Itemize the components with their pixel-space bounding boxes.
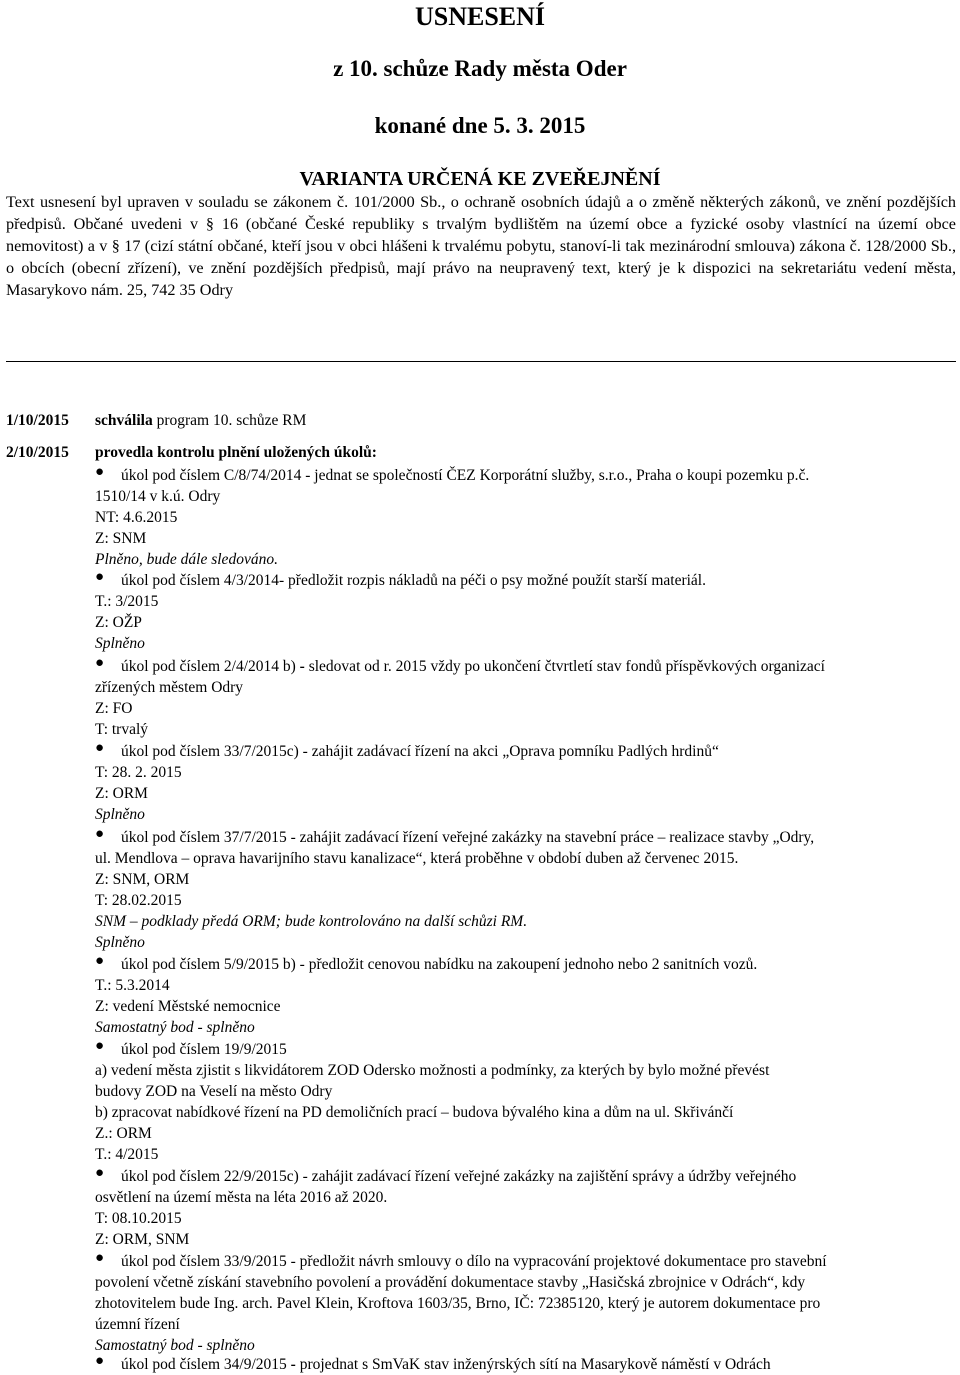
task-deadline: T: 28. 2. 2015	[95, 764, 182, 781]
resolution-text	[95, 412, 306, 430]
dash: -	[299, 658, 305, 675]
task-line: 1510/14 v k.ú. Odry	[95, 488, 221, 505]
task-line-start: úkol pod číslem 2/4/2014 b)	[121, 658, 300, 675]
task-line: povolení včetně získání stavebního povolení a provádění dokumentace stavby „Hasičská zbrojnice v Odrách“, kdy	[95, 1274, 806, 1291]
task-line	[121, 656, 957, 677]
task-responsible: Z: OŽP	[95, 614, 142, 631]
task-status: Splněno	[95, 806, 145, 823]
task-line: úkol pod číslem 37/7/2015 - zahájit zadávací řízení veřejné zakázky na stavební práce – realizace stavby „Odry,	[121, 829, 815, 846]
task-line: úkol pod číslem 22/9/2015c) - zahájit zadávací řízení veřejné zakázky na zajištění správy a údržby veřejného	[121, 1168, 797, 1185]
task-line: územní řízení	[95, 1316, 180, 1333]
task-line-end: sledovat od r. 2015 vždy po ukončení čtvrtletí stav fondů příspěvkových organizací	[304, 658, 825, 675]
bullet-icon: ●	[95, 464, 105, 480]
bullet-icon: ●	[95, 1165, 105, 1181]
task-deadline: NT: 4.6.2015	[95, 509, 178, 526]
bullet-icon: ●	[95, 1353, 105, 1369]
privacy-notice: Text usnesení byl upraven v souladu se zákonem č. 101/2000 Sb., o ochraně osobních údajů a o změně některých zákonů, ve znění pozdějších předpisů. Občané uvedeni v § 16 (občané České republiky s trvalým bydlištěm na území obce a fyzické osoby vlastnící na území obce nemovitost) a v § 17 (cizí státní občané, kteří jsou v obci hlášeni k trvalému pobytu, stanoví-li tak mezinárodní smlouva) zákona č. 128/2000 Sb., o obcích (obecní zřízení), ve znění pozdějších předpisů, mají právo na neupravený text, který je k dispozici na sekretariátu vedení města, Masarykovo nám. 25, 742 35 Odry	[6, 193, 956, 299]
task-status: Splněno	[95, 934, 145, 951]
bullet-icon: ●	[95, 1038, 105, 1054]
task-responsible: Z.: ORM	[95, 1125, 152, 1142]
divider	[6, 361, 956, 362]
task-note: SNM – podklady předá ORM; bude kontrolováno na další schůzi RM.	[95, 913, 528, 930]
task-status: Samostatný bod - splněno	[95, 1337, 255, 1354]
task-line	[121, 1354, 957, 1375]
task-line: budovy ZOD na Veselí na město Odry	[95, 1083, 333, 1100]
bullet-icon: ●	[95, 953, 105, 969]
bullet-icon: ●	[95, 1250, 105, 1266]
task-line-end: projednat s SmVaK stav inženýrských sítí na Masarykově náměstí v Odrách	[295, 1356, 771, 1373]
resolution-number: 2/10/2015	[6, 444, 69, 461]
bullet-icon: ●	[95, 655, 105, 671]
task-line-start: úkol pod číslem 34/9/2015	[121, 1356, 291, 1373]
meeting-date: konané dne 5. 3. 2015	[374, 113, 586, 138]
resolution-verb: schválila	[95, 412, 153, 429]
task-deadline: T.: 5.3.2014	[95, 977, 170, 994]
task-line: a) vedení města zjistit s likvidátorem ZOD Odersko možnosti a podmínky, za kterých by bylo možné převést	[95, 1062, 770, 1079]
resolution-heading: provedla kontrolu plnění uložených úkolů:	[95, 444, 377, 461]
dash: -	[290, 1356, 296, 1373]
document-subtitle: z 10. schůze Rady města Oder	[333, 56, 627, 81]
bullet-icon: ●	[95, 826, 105, 842]
task-status: Samostatný bod - splněno	[95, 1019, 255, 1036]
task-line: b) zpracovat nabídkové řízení na PD demoličních prací – budova bývalého kina a dům na ul. Skřivánčí	[95, 1104, 734, 1121]
task-status: Plněno, bude dále sledováno.	[95, 551, 278, 568]
task-responsible: Z: ORM	[95, 785, 148, 802]
task-line: zřízených městem Odry	[95, 679, 244, 696]
task-deadline: T: 28.02.2015	[95, 892, 182, 909]
task-deadline: T.: 4/2015	[95, 1146, 159, 1163]
variant-heading: VARIANTA URČENÁ KE ZVEŘEJNĚNÍ	[299, 168, 661, 190]
task-responsible: Z: SNM, ORM	[95, 871, 190, 888]
task-line: zhotovitelem bude Ing. arch. Pavel Klein, Kroftova 1603/35, Brno, IČ: 72385120, který je autorem dokumentace pro	[95, 1295, 821, 1312]
task-line: úkol pod číslem 33/9/2015 - předložit návrh smlouvy o dílo na vypracování projektové dokumentace pro stavební	[121, 1253, 827, 1270]
task-deadline: T: 08.10.2015	[95, 1210, 182, 1227]
resolution-body: program 10. schůze RM	[152, 412, 307, 429]
task-line: úkol pod číslem 19/9/2015	[121, 1041, 287, 1058]
document-title: USNESENÍ	[414, 2, 546, 31]
bullet-icon: ●	[95, 740, 105, 756]
task-status: Splněno	[95, 635, 145, 652]
task-line: ul. Mendlova – oprava havarijního stavu kanalizace“, která proběhne v období duben až červenec 2015.	[95, 850, 739, 867]
task-responsible: Z: FO	[95, 700, 133, 717]
task-responsible: Z: ORM, SNM	[95, 1231, 190, 1248]
task-responsible: Z: SNM	[95, 530, 147, 547]
task-line: úkol pod číslem 33/7/2015c) - zahájit zadávací řízení na akci „Oprava pomníku Padlých hrdinů“	[121, 743, 719, 760]
resolution-number: 1/10/2015	[6, 412, 69, 429]
task-responsible: Z: vedení Městské nemocnice	[95, 998, 281, 1015]
task-deadline: T: trvalý	[95, 721, 149, 738]
task-line: úkol pod číslem 4/3/2014- předložit rozpis nákladů na péči o psy možné použít starší materiál.	[121, 572, 706, 589]
task-line: úkol pod číslem C/8/74/2014 - jednat se společností ČEZ Korporátní služby, s.r.o., Praha o koupi pozemku p.č.	[121, 467, 810, 484]
task-deadline: T.: 3/2015	[95, 593, 159, 610]
task-line: úkol pod číslem 5/9/2015 b) - předložit cenovou nabídku na zakoupení jednoho nebo 2 sanitních vozů.	[121, 956, 758, 973]
bullet-icon: ●	[95, 569, 105, 585]
task-line: osvětlení na území města na léta 2016 až 2020.	[95, 1189, 388, 1206]
